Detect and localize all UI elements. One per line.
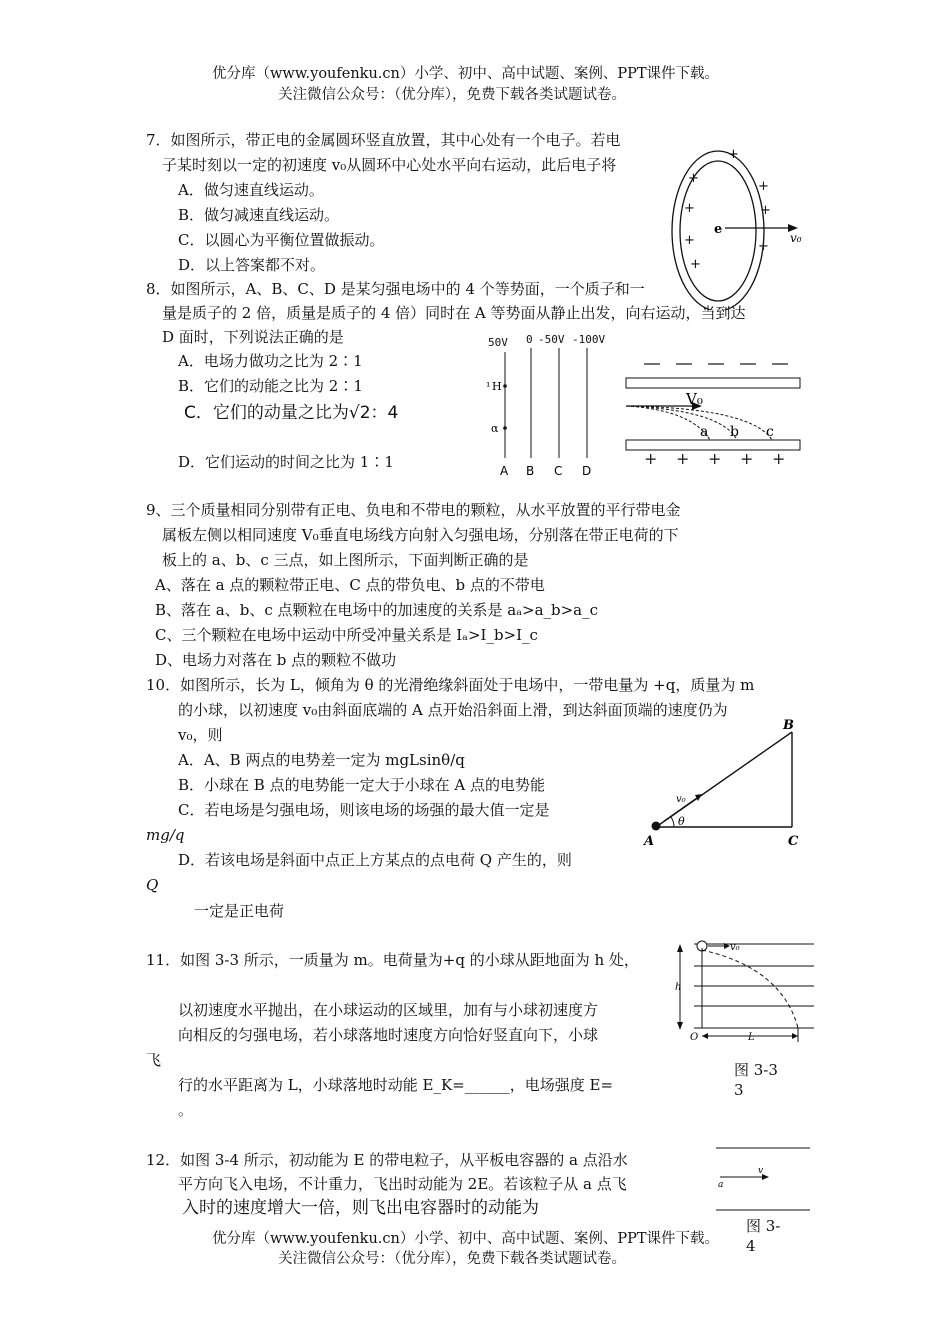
svg-text:+: + [728, 147, 739, 162]
q12-stem-line3: 入时的速度增大一倍，则飞出电容器时的动能为 [182, 1198, 539, 1218]
q8-fig-particle-h: H [492, 380, 502, 393]
svg-text:+: + [740, 449, 754, 468]
q9-stem-line1: 9、三个质量相同分别带有正电、负电和不带电的颗粒，从水平放置的平行带电金 [146, 501, 681, 519]
q9-stem-line3: 板上的 a、b、c 三点，如上图所示，下面判断正确的是 [162, 551, 529, 569]
svg-text:+: + [684, 201, 695, 216]
q8-option-a: A．电场力做功之比为 2∶1 [178, 352, 363, 370]
q9-plates-figure [622, 352, 812, 470]
q7-option-b: B．做匀减速直线运动。 [178, 206, 340, 224]
q8-fig-plane-d: D [582, 464, 592, 478]
q10-option-d-line1: D．若该电场是斜面中点正上方某点的点电荷 Q 产生的，则 [178, 851, 572, 869]
q12-capacitor-figure [714, 1140, 814, 1220]
q12-stem-line1: 12．如图 3-4 所示，初动能为 E 的带电粒子，从平板电容器的 a 点沿水 [146, 1151, 628, 1169]
q9-fig-point-a: a [700, 424, 709, 440]
q11-stem-line2: 以初速度水平抛出，在小球运动的区域里，加有与小球初速度方 [178, 1001, 599, 1019]
q9-option-b: B、落在 a、b、c 点颗粒在电场中的加速度的关系是 aₐ>a_b>a_c [155, 601, 599, 619]
footer-line-1: 优分库（www.youfenku.cn）小学、初中、高中试题、案例、PPT课件下载。 [212, 1231, 720, 1247]
q8-fig-plane-c: C [554, 464, 563, 478]
q12-fig-a-label: a [718, 1180, 724, 1190]
q8-fig-plane-a: A [500, 464, 509, 478]
q8-option-c: C．它们的动量之比为√2：4 [184, 403, 399, 423]
q10-option-b: B．小球在 B 点的电势能一定大于小球在 A 点的电势能 [178, 776, 545, 794]
q8-equipotential-figure [480, 330, 620, 480]
q10-stem-line2: 的小球，以初速度 v₀由斜面底端的 A 点开始沿斜面上滑，到达斜面顶端的速度仍为 [178, 701, 728, 719]
footer-line-2: 关注微信公众号：（优分库），免费下载各类试题试卷。 [278, 1251, 626, 1267]
q10-fig-point-c: C [788, 834, 799, 849]
q10-fig-v0-label: v₀ [676, 794, 686, 805]
header-line-1: 优分库（www.youfenku.cn）小学、初中、高中试题、案例、PPT课件下载。 [212, 66, 720, 82]
q7-stem-line2: 子某时刻以一定的初速度 v₀从圆环中心处水平向右运动，此后电子将 [162, 156, 617, 174]
svg-text:+: + [644, 449, 658, 468]
q9-fig-point-b: b [730, 424, 739, 440]
q8-option-b: B．它们的动能之比为 2∶1 [178, 377, 363, 395]
q11-stem-line3: 向相反的匀强电场，若小球落地时速度方向恰好竖直向下，小球 [178, 1026, 599, 1044]
q8-fig-proton-label: ¹ [486, 380, 491, 393]
q8-stem-line1: 8．如图所示，A、B、C、D 是某匀强电场中的 4 个等势面，一个质子和一 [146, 280, 645, 298]
q10-stem-line3: v₀，则 [178, 726, 223, 744]
svg-text:+: + [690, 257, 701, 272]
q12-stem-line2: 平方向飞入电场，不计重力，飞出时动能为 2E。若该粒子从 a 点飞 [178, 1175, 627, 1193]
q12-fig-caption-line2: 4 [746, 1237, 756, 1255]
q8-fig-potential-c: -50V [538, 333, 565, 346]
q11-fig-l-label: L [748, 1032, 755, 1043]
svg-text:+: + [684, 233, 695, 248]
q11-fig-caption-line1: 图 3-3 [734, 1061, 778, 1079]
q11-stem-line5: 行的水平距离为 L，小球落地时动能 E_K=______，电场强度 E= [178, 1076, 614, 1094]
q12-fig-caption-line1: 图 3- [746, 1217, 781, 1235]
q9-fig-point-c: c [766, 424, 774, 440]
q8-fig-potential-b: 0 [526, 333, 533, 346]
q10-fig-point-b: B [783, 718, 794, 733]
q7-stem-line1: 7．如图所示，带正电的金属圆环竖直放置，其中心处有一个电子。若电 [146, 131, 621, 149]
q11-fig-v0-label: v₀ [730, 942, 740, 953]
svg-text:+: + [758, 239, 769, 254]
q8-stem-line2: 量是质子的 2 倍，质量是质子的 4 倍）同时在 A 等势面从静止出发，向右运动，当到达 [162, 304, 746, 322]
q10-fig-theta-label: θ [678, 815, 685, 828]
q10-stem-line1: 10．如图所示，长为 L，倾角为 θ 的光滑绝缘斜面处于电场中，一带电量为 +q，质量为 m [146, 676, 755, 694]
q10-option-c-line1: C．若电场是匀强电场，则该电场的场强的最大值一定是 [178, 801, 550, 819]
q10-fig-point-a: A [644, 834, 655, 849]
q9-option-d: D、电场力对落在 b 点的颗粒不做功 [155, 651, 397, 669]
q11-fig-h-label: h [675, 982, 682, 993]
q11-fig-o-label: O [690, 1032, 699, 1043]
q10-option-a: A．A、B 两点的电势差一定为 mgLsinθ/q [178, 751, 465, 769]
q10-option-d-line2: Q [146, 876, 159, 894]
q10-option-c-line2: mg/q [146, 826, 185, 844]
svg-text:+: + [708, 449, 722, 468]
svg-text:+: + [772, 449, 786, 468]
q8-fig-plane-b: B [526, 464, 535, 478]
q10-option-d-line3: 一定是正电荷 [194, 902, 285, 920]
q7-option-d: D．以上答案都不对。 [178, 256, 326, 274]
header-line-2: 关注微信公众号：（优分库），免费下载各类试题试卷。 [278, 87, 626, 103]
q11-stem-line1: 11．如图 3-3 所示，一质量为 m。电荷量为+q 的小球从距地面为 h 处， [146, 951, 639, 969]
q11-projectile-figure [672, 938, 818, 1050]
q8-option-d: D．它们运动的时间之比为 1∶1 [178, 453, 394, 471]
q11-fig-caption-line2: 3 [734, 1081, 744, 1099]
q8-fig-potential-a: 50V [488, 336, 508, 349]
svg-text:+: + [760, 203, 771, 218]
q8-stem-line3: D 面时，下列说法正确的是 [162, 328, 344, 346]
q7-fig-velocity-label: v₀ [790, 231, 802, 245]
q9-option-a: A、落在 a 点的颗粒带正电、C 点的带负电、b 点的不带电 [155, 576, 545, 594]
q10-incline-figure [640, 715, 820, 850]
svg-text:+: + [758, 179, 769, 194]
q9-option-c: C、三个颗粒在电场中运动中所受冲量关系是 Iₐ>I_b>I_c [155, 626, 538, 644]
q8-fig-potential-d: -100V [572, 333, 606, 346]
q11-stem-line6: 。 [178, 1101, 194, 1119]
q9-fig-velocity-label: V₀ [686, 390, 703, 408]
q7-option-a: A．做匀速直线运动。 [178, 181, 324, 199]
q7-option-c: C．以圆心为平衡位置做振动。 [178, 231, 385, 249]
q9-stem-line2: 属板左侧以相同速度 V₀垂直电场线方向射入匀强电场，分别落在带正电荷的下 [162, 526, 679, 544]
q8-fig-particle-alpha: α [491, 422, 499, 435]
svg-text:+: + [688, 171, 699, 186]
svg-text:+: + [676, 449, 690, 468]
q11-stem-line4: 飞 [146, 1051, 162, 1069]
q7-fig-electron-label: e [714, 222, 723, 237]
q12-fig-v-label: v [758, 1166, 764, 1176]
q7-ring-figure [670, 140, 820, 310]
